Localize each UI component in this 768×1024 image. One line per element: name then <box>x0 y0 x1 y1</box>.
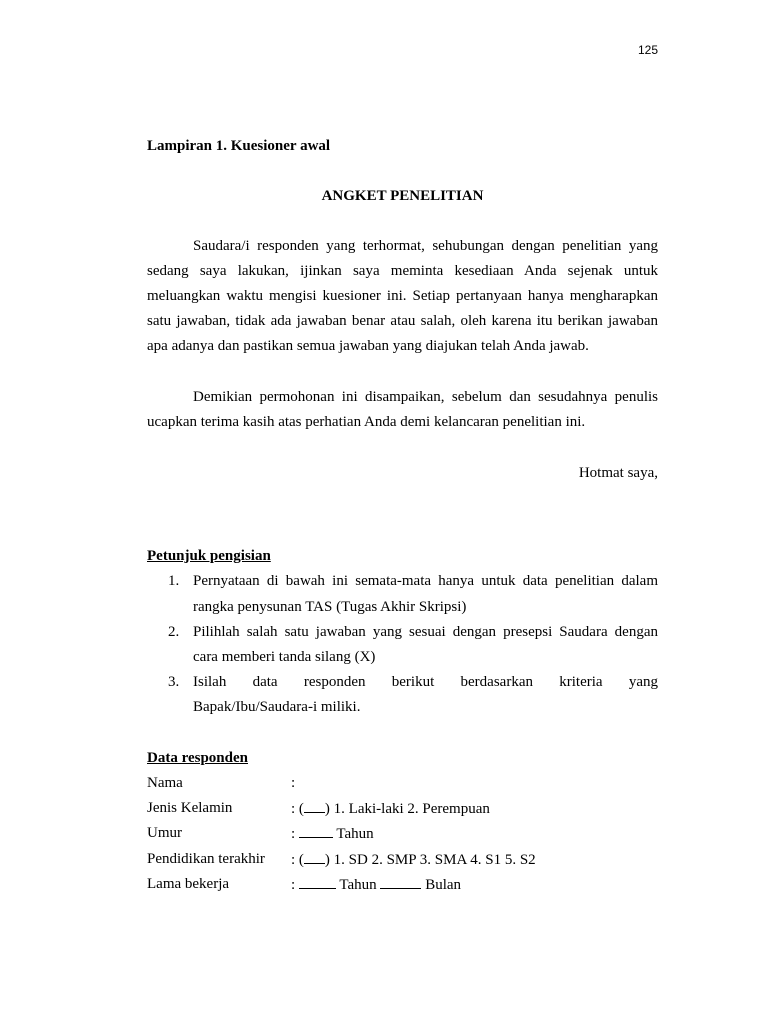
answer-blank[interactable] <box>299 825 333 838</box>
paragraph1-line: satu jawaban, tidak ada jawaban benar atau salah, oleh karena itu berikan jawaban <box>147 313 658 329</box>
paragraph1-line: sedang saya lakukan, ijinkan saya meminta kesediaan Anda sejenak untuk <box>147 263 658 279</box>
instruction-text: cara memberi tanda silang (X) <box>193 649 376 665</box>
instruction-text: Pilihlah salah satu jawaban yang sesuai dengan presepsi Saudara dengan <box>193 624 658 640</box>
instruction-text: Bapak/Ibu/Saudara-i miliki. <box>193 699 361 715</box>
field-colon: : <box>291 826 296 842</box>
answer-blank[interactable] <box>304 800 325 813</box>
answer-blank[interactable] <box>299 876 336 889</box>
instruction-number: 1. <box>168 573 180 589</box>
instruction-text: Isilah data responden berikut berdasarkan kriteria yang <box>193 674 658 690</box>
tenure-answer[interactable] <box>291 876 461 894</box>
instruction-text: rangka penysunan TAS (Tugas Akhir Skripsi) <box>193 599 467 615</box>
instructions-heading: Petunjuk pengisian <box>147 548 271 564</box>
respondent-heading: Data responden <box>147 750 248 766</box>
age-unit: Tahun <box>336 826 374 842</box>
closing-salutation: Hotmat saya, <box>578 465 658 481</box>
field-label: Lama bekerja <box>147 876 230 892</box>
field-colon: : <box>291 775 296 791</box>
field-colon: : <box>291 877 296 893</box>
appendix-heading: Lampiran 1. Kuesioner awal <box>147 138 331 154</box>
paragraph1-line: Saudara/i responden yang terhormat, sehubungan dengan penelitian yang <box>193 238 658 254</box>
education-answer[interactable] <box>291 851 536 869</box>
instruction-number: 3. <box>168 674 180 690</box>
document-title: ANGKET PENELITIAN <box>321 188 484 204</box>
tenure-month-unit: Bulan <box>425 877 462 893</box>
page-number: 125 <box>637 43 658 57</box>
instruction-number: 2. <box>168 624 180 640</box>
field-label: Pendidikan terakhir <box>147 851 265 867</box>
field-colon: : ( <box>291 852 304 868</box>
field-label: Jenis Kelamin <box>147 800 233 816</box>
answer-blank[interactable] <box>380 876 421 889</box>
answer-blank[interactable] <box>304 851 325 864</box>
field-label: Umur <box>147 825 182 841</box>
field-colon: : ( <box>291 801 304 817</box>
gender-options: ) 1. Laki-laki 2. Perempuan <box>324 801 490 817</box>
gender-answer[interactable] <box>291 800 490 818</box>
paragraph2-line: Demikian permohonan ini disampaikan, sebelum dan sesudahnya penulis <box>193 389 658 405</box>
instruction-text: Pernyataan di bawah ini semata-mata hanya untuk data penelitian dalam <box>193 573 658 589</box>
education-options: ) 1. SD 2. SMP 3. SMA 4. S1 5. S2 <box>324 852 536 868</box>
paragraph1-line: apa adanya dan pastikan semua jawaban yang diajukan telah Anda jawab. <box>147 338 589 354</box>
field-value[interactable] <box>291 775 295 792</box>
paragraph1-line: meluangkan waktu mengisi kuesioner ini. Setiap pertanyaan hanya mengharapkan <box>147 288 658 304</box>
tenure-year-unit: Tahun <box>339 877 377 893</box>
field-label: Nama <box>147 775 183 791</box>
paragraph2-line: ucapkan terima kasih atas perhatian Anda demi kelancaran penelitian ini. <box>147 414 586 430</box>
age-answer[interactable] <box>291 825 374 843</box>
